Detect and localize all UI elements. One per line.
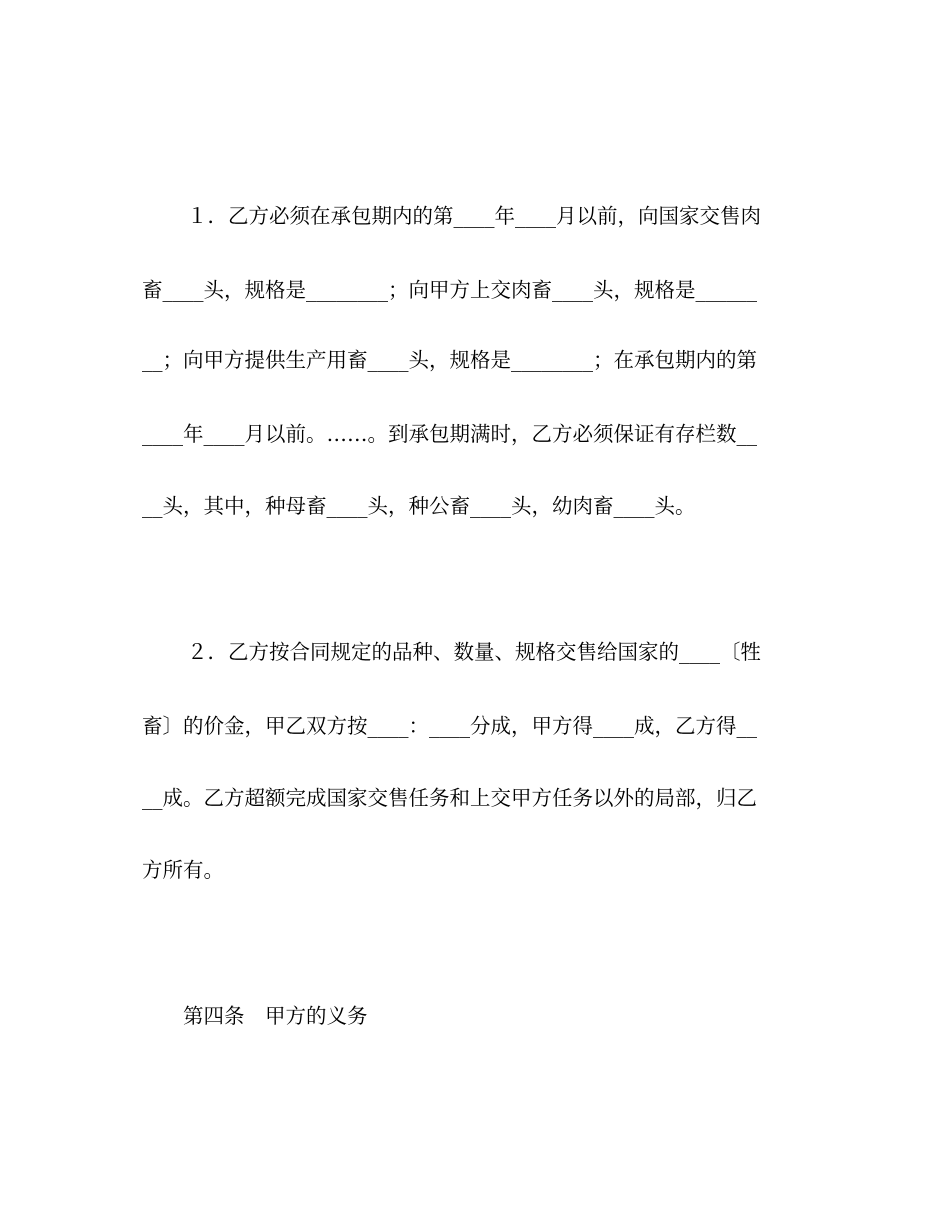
paragraph-2-line-3: __成。乙方超额完成国家交售任务和上交甲方任务以外的局部，归乙 — [142, 786, 757, 810]
paragraph-2-line-4: 方所有。 — [142, 858, 224, 882]
paragraph-1-line-5: __头，其中，种母畜____头，种公畜____头，幼肉畜____头。 — [142, 494, 696, 518]
paragraph-1-line-1: １．乙方必须在承包期内的第____年____月以前，向国家交售肉 — [187, 204, 761, 228]
paragraph-1-line-3: __；向甲方提供生产用畜____头，规格是________；在承包期内的第 — [142, 348, 757, 372]
paragraph-2-line-1: ２．乙方按合同规定的品种、数量、规格交售给国家的____〔牲 — [187, 640, 761, 664]
paragraph-1-line-4: ____年____月以前。……。到承包期满时，乙方必须保证有存栏数__ — [142, 422, 757, 446]
paragraph-2-line-2: 畜〕的价金，甲乙双方按____：____分成，甲方得____成，乙方得__ — [142, 714, 757, 738]
section-heading: 第四条 甲方的义务 — [183, 1004, 368, 1028]
paragraph-1-line-2: 畜____头，规格是________；向甲方上交肉畜____头，规格是______ — [142, 278, 757, 302]
